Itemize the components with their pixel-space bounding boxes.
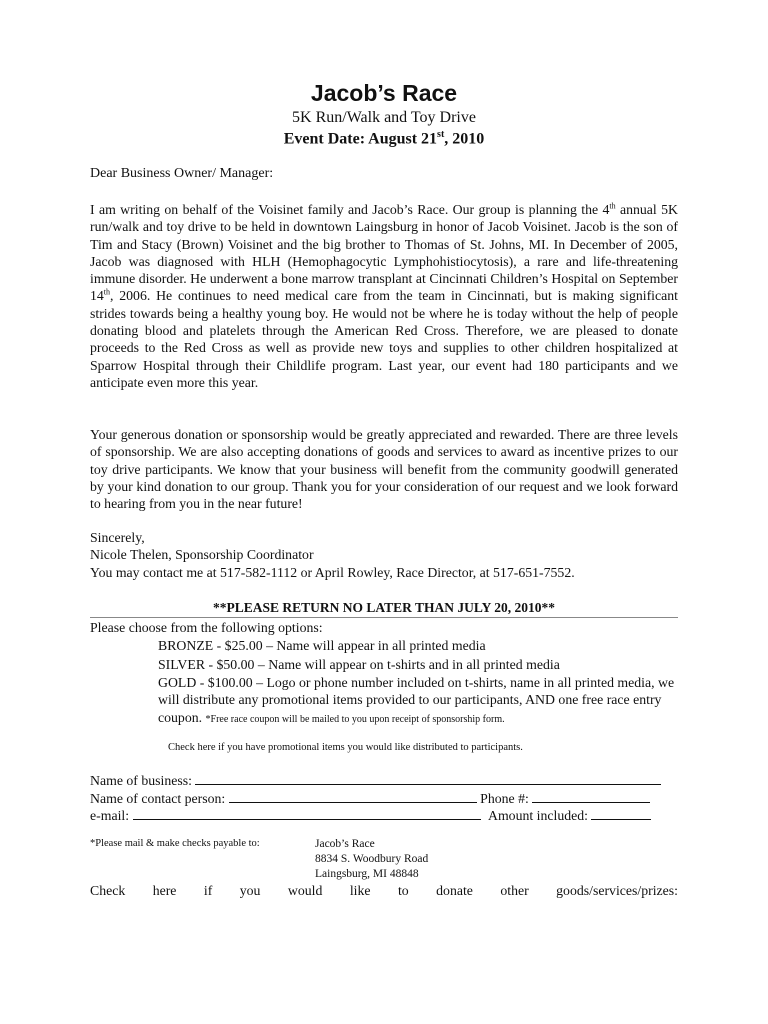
paragraph-intro-sup2: th (103, 287, 111, 297)
business-name-row (90, 771, 661, 789)
paragraph-intro-a: I am writing on behalf of the Voisinet family and Jacob’s Race. Our group is planning the 4 (90, 202, 610, 217)
promo-items-check: Check here if you have promotional items you would like distributed to participants. (168, 742, 523, 753)
mail-instructions: *Please mail & make checks payable to: (90, 838, 260, 849)
sign-off: Sincerely, (90, 530, 145, 545)
contact-person-row (90, 789, 650, 807)
phone-label: Phone #: (480, 791, 529, 806)
option-gold (158, 674, 678, 728)
email-row (90, 806, 651, 824)
mail-city: Laingsburg, MI 48848 (315, 868, 419, 880)
option-silver: SILVER - $50.00 – Name will appear on t-shirts and in all printed media (158, 657, 560, 672)
paragraph-sponsorship: Your generous donation or sponsorship would be greatly appreciated and rewarded. There are three levels of sponsorship. We are also accepting donations of goods and services to award as incentive prizes to our toy drive participants. We know that your business will benefit from the community goodwill generated by your kind donation to our group. Thank you for your consideration of our request and we look forward to hearing from you in the near future! (90, 427, 678, 512)
other-donation-check: Check here if you would like to donate other goods/services/prizes: (90, 883, 678, 898)
paragraph-intro-c: , 2006. He continues to need medical care from the team in Cincinnati, but is making significant strides towards being a healthy young boy. He would not be where he is today without the help of people donating blood and platelets through the American Red Cross. Therefore, we are pleased to donate proceeds to the Red Cross as well as provide new toys and supplies to other children hospitalized at Sparrow Hospital through their Childlife program. Last year, our event had 180 participants and we anticipate even more this year. (90, 288, 678, 390)
event-date (0, 129, 768, 148)
amount-field[interactable] (591, 806, 651, 820)
salutation: Dear Business Owner/ Manager: (90, 166, 274, 181)
option-gold-note: *Free race coupon will be mailed to you upon receipt of sponsorship form. (205, 713, 505, 725)
option-gold-text: GOLD - $100.00 – Logo or phone number included on t-shirts, name in all printed media, we will distribute any promotional items provided to our participants, AND one free race entry coupon. (158, 675, 675, 725)
return-deadline: **PLEASE RETURN NO LATER THAN JULY 20, 2010** (212, 600, 556, 615)
business-name-label: Name of business: (90, 773, 192, 788)
event-subtitle: 5K Run/Walk and Toy Drive (292, 109, 476, 126)
signer-name: Nicole Thelen, Sponsorship Coordinator (90, 547, 314, 562)
choose-options-label: Please choose from the following options: (90, 620, 323, 635)
event-date-prefix: Event Date: August 21 (283, 130, 438, 148)
business-name-field[interactable] (195, 771, 661, 785)
email-field[interactable] (133, 806, 481, 820)
contact-person-field[interactable] (229, 789, 477, 803)
divider (90, 617, 678, 618)
paragraph-intro-sup1: th (609, 201, 616, 211)
amount-label: Amount included: (487, 808, 588, 823)
paragraph-intro-b: annual 5K run/walk and toy drive to be held in downtown Laingsburg in honor of Jacob Voisinet. Jacob is the son of Tim and Stacy (Brown) Voisinet and the big brother to Thomas of St. Johns, MI. In December of 2005, Jacob was diagnosed with HLH (Hemophagocytic Lymphohistiocytosis), a rare and life-threatening immune disorder. He underwent a bone marrow transplant at Cincinnati Children’s Hospital on September 14 (90, 202, 678, 304)
mail-recipient: Jacob’s Race (315, 838, 375, 850)
event-date-sup: st (437, 129, 445, 140)
contact-person-label: Name of contact person: (90, 791, 226, 806)
page-title: Jacob’s Race (310, 80, 458, 106)
email-label: e-mail: (90, 808, 130, 823)
paragraph-intro (90, 201, 678, 391)
phone-field[interactable] (532, 789, 650, 803)
mail-street: 8834 S. Woodbury Road (315, 853, 429, 865)
option-bronze: BRONZE - $25.00 – Name will appear in all printed media (158, 638, 486, 653)
contact-line: You may contact me at 517-582-1112 or April Rowley, Race Director, at 517-651-7552. (90, 565, 575, 580)
event-date-suffix: , 2010 (444, 130, 485, 148)
